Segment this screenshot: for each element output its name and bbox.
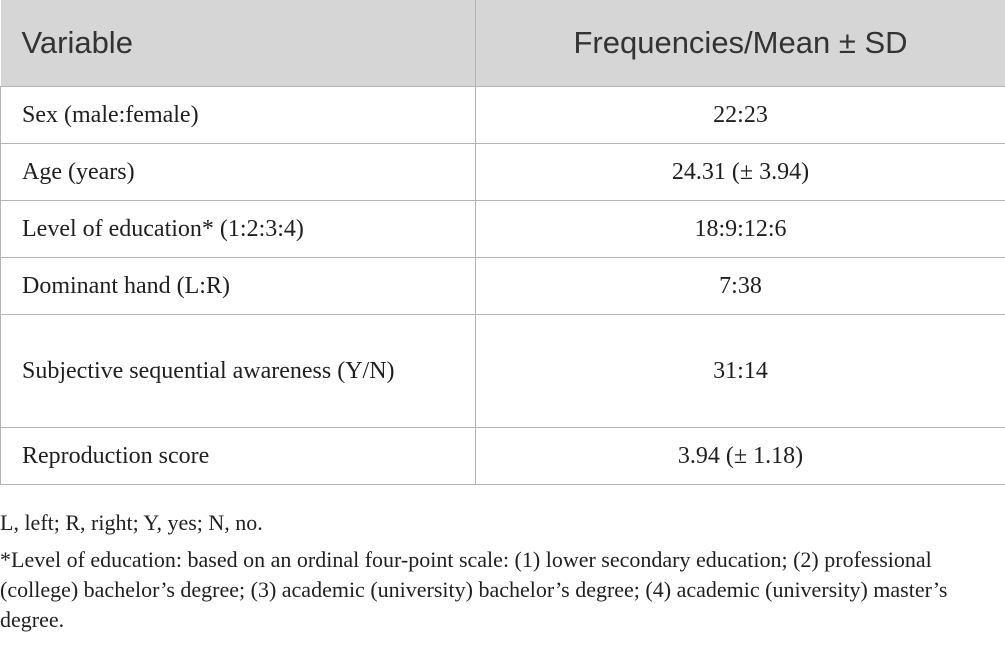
table-row [1,428,1005,485]
table-row [1,144,1005,201]
table-row [1,201,1005,258]
row-value-cell: 3.94 (± 1.18) [476,428,1005,485]
table-row [1,315,1005,428]
education-level-note: *Level of education: based on an ordinal four-point scale: (1) lower secondary education; (2) professional (college) bachelor’s degree; (3) academic (university) bachelor’s degree; (4) academic (university) master’s degree. [0,547,948,632]
row-value-cell: 18:9:12:6 [476,201,1005,258]
row-value-cell: 24.31 (± 3.94) [476,144,1005,201]
table-header-row [1,0,1005,87]
row-value-cell: 22:23 [476,87,1005,144]
table-row [1,258,1005,315]
row-variable-cell: Subjective sequential awareness (Y/N) [1,315,476,428]
header-frequencies-mean-sd: Frequencies/Mean ± SD [476,0,1005,87]
table-row [1,87,1005,144]
table-footnotes [0,508,1005,635]
abbreviations-note: L, left; R, right; Y, yes; N, no. [0,510,263,535]
row-value-cell: 31:14 [476,315,1005,428]
row-variable-cell: Level of education* (1:2:3:4) [1,201,476,258]
row-value-cell: 7:38 [476,258,1005,315]
row-variable-cell: Dominant hand (L:R) [1,258,476,315]
row-variable-cell: Age (years) [1,144,476,201]
header-variable: Variable [1,0,476,87]
row-variable-cell: Sex (male:female) [1,87,476,144]
row-variable-cell: Reproduction score [1,428,476,485]
